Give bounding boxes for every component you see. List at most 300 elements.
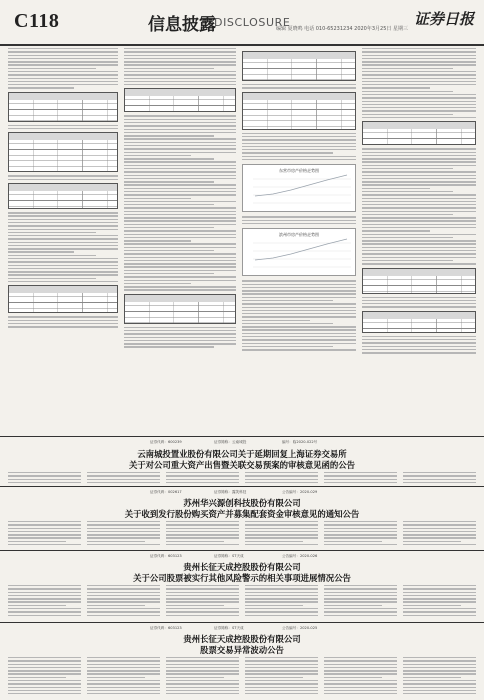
text-line xyxy=(124,234,236,235)
text-line xyxy=(403,608,476,609)
text-line xyxy=(124,61,236,62)
text-line xyxy=(8,687,81,688)
notice-body xyxy=(8,521,476,549)
text-line xyxy=(8,251,74,252)
text-line xyxy=(403,605,461,606)
text-line xyxy=(166,598,239,599)
text-line xyxy=(362,188,430,189)
text-line xyxy=(8,235,118,236)
text-line xyxy=(362,71,476,72)
text-line xyxy=(245,683,318,684)
text-line xyxy=(242,216,356,217)
text-line xyxy=(8,175,118,176)
text-line xyxy=(324,601,397,602)
text-line xyxy=(8,232,96,233)
text-line xyxy=(8,608,81,609)
text-line xyxy=(87,521,160,522)
chart-title: 东营市房产价格走势图 xyxy=(279,168,319,174)
text-line xyxy=(362,260,453,261)
text-line xyxy=(242,297,356,298)
text-line xyxy=(8,673,81,674)
text-line xyxy=(8,274,118,275)
text-line xyxy=(124,135,214,136)
text-line xyxy=(242,290,356,291)
text-line xyxy=(166,657,239,658)
notice-code-right: 公告编号：2020-025 xyxy=(282,626,318,630)
text-line xyxy=(245,690,318,691)
notice-body-column xyxy=(403,585,476,618)
notice-body-column xyxy=(245,657,318,696)
text-line xyxy=(124,145,236,146)
notice-code-mid: 证券简称：ST天成 xyxy=(214,626,244,630)
text-line xyxy=(166,472,239,473)
text-line xyxy=(242,223,356,224)
text-line xyxy=(124,266,236,267)
text-line xyxy=(87,680,160,681)
text-line xyxy=(403,524,476,525)
text-line xyxy=(8,215,118,216)
text-line xyxy=(362,161,476,162)
data-table xyxy=(362,311,476,333)
text-line xyxy=(87,660,160,661)
text-line xyxy=(242,133,356,134)
text-line xyxy=(245,475,318,476)
text-line xyxy=(362,201,476,202)
text-line xyxy=(242,303,356,304)
text-line xyxy=(166,664,239,665)
chart-plot xyxy=(243,229,357,275)
text-line xyxy=(362,224,476,225)
text-line xyxy=(8,541,66,542)
text-line xyxy=(403,585,476,586)
notice-body-column xyxy=(324,585,397,618)
text-line xyxy=(403,670,476,671)
notice-body-column xyxy=(166,472,239,485)
text-line xyxy=(362,94,476,95)
text-line xyxy=(245,611,318,612)
text-line xyxy=(245,667,318,668)
text-line xyxy=(87,479,160,480)
notice-title-line-1: 贵州长征天成控股股份有限公司 xyxy=(183,634,301,644)
newspaper-logo: 证券日报 xyxy=(413,10,474,28)
text-line xyxy=(245,544,318,545)
notice-code-mid: 证券简称：ST天成 xyxy=(214,554,244,558)
text-line xyxy=(362,81,476,82)
notice-code-mid: 证券简称：露笑科技 xyxy=(214,490,247,494)
text-line xyxy=(87,690,160,691)
text-line xyxy=(242,343,356,344)
price-trend-chart xyxy=(242,228,356,276)
text-line xyxy=(124,217,236,218)
text-line xyxy=(166,605,224,606)
notice-body-column xyxy=(403,657,476,696)
text-line xyxy=(324,683,397,684)
text-line xyxy=(166,524,239,525)
text-line xyxy=(166,537,239,538)
text-line xyxy=(124,211,236,212)
text-line xyxy=(8,74,118,75)
notice-body-column xyxy=(8,657,81,696)
notice-body-column xyxy=(403,472,476,485)
text-line xyxy=(245,601,318,602)
text-line xyxy=(166,585,239,586)
text-line xyxy=(166,592,239,593)
notice-code-right: 公告编号：2020-026 xyxy=(282,554,318,558)
text-line xyxy=(8,64,118,65)
text-line xyxy=(124,142,236,143)
text-line xyxy=(8,245,118,246)
text-line xyxy=(87,601,160,602)
text-line xyxy=(403,660,476,661)
text-line xyxy=(362,104,476,105)
text-line xyxy=(8,611,81,612)
text-line xyxy=(166,528,239,529)
text-line xyxy=(8,544,81,545)
text-line xyxy=(87,544,160,545)
text-line xyxy=(8,664,81,665)
text-line xyxy=(362,171,476,172)
text-line xyxy=(362,114,453,115)
text-line xyxy=(166,667,239,668)
text-line xyxy=(124,214,236,215)
text-line xyxy=(403,534,476,535)
notice-body-column xyxy=(87,472,160,485)
text-line xyxy=(242,152,333,153)
text-line xyxy=(166,687,239,688)
notice-code-right: 公告编号：2020-029 xyxy=(282,490,318,494)
text-line xyxy=(403,657,476,658)
notice-code-left: 证券代码：002617 xyxy=(150,490,182,494)
text-line xyxy=(124,115,236,116)
text-line xyxy=(8,281,118,282)
text-line xyxy=(166,601,239,602)
text-line xyxy=(403,615,476,616)
text-line xyxy=(8,212,118,213)
notice-body-column xyxy=(87,521,160,547)
text-line xyxy=(362,297,476,298)
text-line xyxy=(8,472,81,473)
text-line xyxy=(87,615,160,616)
text-line xyxy=(324,482,397,483)
text-line xyxy=(87,673,160,674)
text-line xyxy=(245,482,318,483)
text-line xyxy=(166,690,239,691)
text-line xyxy=(8,268,118,269)
text-line xyxy=(242,284,356,285)
text-line xyxy=(166,588,239,589)
text-line xyxy=(87,598,160,599)
text-line xyxy=(8,323,118,324)
text-line xyxy=(362,48,476,49)
text-line xyxy=(242,220,356,221)
page-number: C118 xyxy=(14,10,60,32)
text-line xyxy=(124,273,214,274)
data-table xyxy=(362,268,476,294)
text-line xyxy=(362,336,476,337)
text-line xyxy=(242,316,356,317)
notice-title-line-2: 关于收到发行股份购买资产并募集配套资金审核意见的通知公告 xyxy=(124,509,360,519)
text-line xyxy=(124,188,236,189)
text-line xyxy=(8,601,81,602)
text-line xyxy=(242,326,356,327)
text-line xyxy=(124,346,214,347)
text-line xyxy=(362,165,476,166)
notice-changzheng-tiancheng-volatility xyxy=(0,622,484,700)
text-line xyxy=(245,615,318,616)
text-line xyxy=(124,64,236,65)
text-line xyxy=(8,222,118,223)
text-line xyxy=(8,242,118,243)
text-line xyxy=(403,673,476,674)
text-line xyxy=(124,168,236,169)
text-line xyxy=(324,664,397,665)
text-line xyxy=(8,278,96,279)
text-line xyxy=(166,531,239,532)
text-line xyxy=(87,472,160,473)
text-line xyxy=(8,595,81,596)
text-line xyxy=(8,326,118,327)
notice-body-column xyxy=(403,521,476,547)
notice-body xyxy=(8,472,476,486)
section-title: 信息披露 xyxy=(148,15,216,35)
text-line xyxy=(8,677,66,678)
chart-title: 滨州市房产价格走势图 xyxy=(279,232,319,238)
text-line xyxy=(124,74,236,75)
text-line xyxy=(87,693,160,694)
text-line xyxy=(324,608,397,609)
text-line xyxy=(166,615,239,616)
text-line xyxy=(166,693,239,694)
text-line xyxy=(8,225,118,226)
text-line xyxy=(87,531,160,532)
text-line xyxy=(362,117,476,118)
text-line xyxy=(324,611,397,612)
text-line xyxy=(362,214,453,215)
text-line xyxy=(8,683,81,684)
text-line xyxy=(362,234,476,235)
text-line xyxy=(362,250,476,251)
text-line xyxy=(166,521,239,522)
notice-title-line-2: 股票交易异常波动公告 xyxy=(200,645,284,655)
text-line xyxy=(362,303,476,304)
text-line xyxy=(8,265,118,266)
text-line xyxy=(242,310,356,311)
text-line xyxy=(166,482,239,483)
text-line xyxy=(362,55,476,56)
text-line xyxy=(324,537,397,538)
text-line xyxy=(124,158,214,159)
text-line xyxy=(242,146,356,147)
notice-title-line-1: 苏州华兴源创科技股份有限公司 xyxy=(183,498,301,508)
text-line xyxy=(8,482,81,483)
text-line xyxy=(124,129,236,130)
text-line xyxy=(242,136,356,137)
text-line xyxy=(362,155,476,156)
text-line xyxy=(362,240,476,241)
text-line xyxy=(362,194,476,195)
text-line xyxy=(245,693,318,694)
data-table xyxy=(124,294,236,324)
text-line xyxy=(362,237,453,238)
column-1-content xyxy=(8,48,118,328)
notice-body-column xyxy=(324,657,397,696)
text-line xyxy=(245,687,318,688)
text-line xyxy=(362,349,476,350)
text-line xyxy=(8,78,118,79)
text-line xyxy=(403,687,476,688)
text-line xyxy=(124,263,236,264)
text-line xyxy=(166,534,239,535)
notice-title-line-2: 关于对公司重大资产出售暨关联交易预案的审核意见函的公告 xyxy=(128,460,356,470)
text-line xyxy=(403,479,476,480)
text-line xyxy=(124,51,236,52)
text-line xyxy=(245,541,303,542)
text-line xyxy=(87,611,160,612)
text-line xyxy=(324,585,397,586)
text-line xyxy=(124,171,236,172)
text-line xyxy=(166,680,239,681)
text-line xyxy=(124,201,236,202)
text-line xyxy=(362,148,476,149)
text-line xyxy=(403,531,476,532)
column-4 xyxy=(362,48,476,428)
text-line xyxy=(8,58,118,59)
text-line xyxy=(245,670,318,671)
text-line xyxy=(87,595,160,596)
text-line xyxy=(324,693,397,694)
text-line xyxy=(124,165,236,166)
text-line xyxy=(362,207,476,208)
text-line xyxy=(324,677,382,678)
text-line xyxy=(362,300,476,301)
text-line xyxy=(87,534,160,535)
text-line xyxy=(8,48,118,49)
text-line xyxy=(124,270,236,271)
text-line xyxy=(245,588,318,589)
text-line xyxy=(362,191,453,192)
text-line xyxy=(362,217,476,218)
text-line xyxy=(124,58,236,59)
text-line xyxy=(166,595,239,596)
text-line xyxy=(8,479,81,480)
text-line xyxy=(8,690,81,691)
text-line xyxy=(362,346,476,347)
text-line xyxy=(324,472,397,473)
text-line xyxy=(124,119,236,120)
text-line xyxy=(242,307,356,308)
text-line xyxy=(242,84,356,85)
data-table xyxy=(242,92,356,130)
text-line xyxy=(8,537,81,538)
price-trend-chart xyxy=(242,164,356,212)
text-line xyxy=(124,240,191,241)
notice-title-line-1: 贵州长征天成控股股份有限公司 xyxy=(183,562,301,572)
notice-body-column xyxy=(245,472,318,485)
text-line xyxy=(403,475,476,476)
text-line xyxy=(362,198,476,199)
text-line xyxy=(124,71,236,72)
text-line xyxy=(324,605,382,606)
text-line xyxy=(87,608,160,609)
text-line xyxy=(245,677,303,678)
text-line xyxy=(8,598,81,599)
column-3 xyxy=(242,48,356,428)
text-line xyxy=(124,155,191,156)
text-line xyxy=(124,204,214,205)
text-line xyxy=(324,667,397,668)
text-line xyxy=(324,528,397,529)
text-line xyxy=(124,81,236,82)
text-line xyxy=(242,287,356,288)
text-line xyxy=(124,152,236,153)
text-line xyxy=(124,247,236,248)
text-line xyxy=(362,211,476,212)
notice-body-column xyxy=(166,521,239,547)
text-line xyxy=(324,670,397,671)
text-line xyxy=(124,280,236,281)
text-line xyxy=(8,219,118,220)
text-line xyxy=(362,181,476,182)
text-line xyxy=(324,657,397,658)
text-line xyxy=(362,247,476,248)
notice-title-line-1: 云南城投置业股份有限公司关于延期回复上海证券交易所 xyxy=(137,449,347,459)
text-line xyxy=(362,257,476,258)
text-line xyxy=(362,168,453,169)
text-line xyxy=(362,352,476,353)
text-line xyxy=(87,541,145,542)
text-line xyxy=(245,680,318,681)
text-line xyxy=(362,91,453,92)
text-line xyxy=(87,670,160,671)
text-line xyxy=(362,74,476,75)
notice-body-column xyxy=(245,521,318,547)
notice-body xyxy=(8,657,476,699)
text-line xyxy=(124,184,236,185)
text-line xyxy=(166,611,239,612)
text-line xyxy=(166,683,239,684)
text-line xyxy=(87,482,160,483)
text-line xyxy=(362,152,476,153)
text-line xyxy=(124,250,214,251)
text-line xyxy=(324,615,397,616)
text-line xyxy=(124,125,236,126)
column-3-content xyxy=(242,51,356,351)
text-line xyxy=(8,667,81,668)
text-line xyxy=(242,143,356,144)
text-line xyxy=(124,175,236,176)
text-line xyxy=(8,680,81,681)
text-line xyxy=(166,544,239,545)
text-line xyxy=(87,687,160,688)
text-line xyxy=(242,280,356,281)
text-line xyxy=(87,683,160,684)
text-line xyxy=(8,238,118,239)
text-line xyxy=(403,537,476,538)
text-line xyxy=(124,178,236,179)
text-line xyxy=(166,670,239,671)
text-line xyxy=(87,677,145,678)
text-line xyxy=(124,48,236,49)
text-line xyxy=(8,605,66,606)
text-line xyxy=(124,340,236,341)
text-line xyxy=(324,687,397,688)
notice-body xyxy=(8,585,476,621)
text-line xyxy=(403,544,476,545)
trend-line xyxy=(255,239,347,260)
text-line xyxy=(8,615,81,616)
text-line xyxy=(362,243,476,244)
text-line xyxy=(124,207,236,208)
